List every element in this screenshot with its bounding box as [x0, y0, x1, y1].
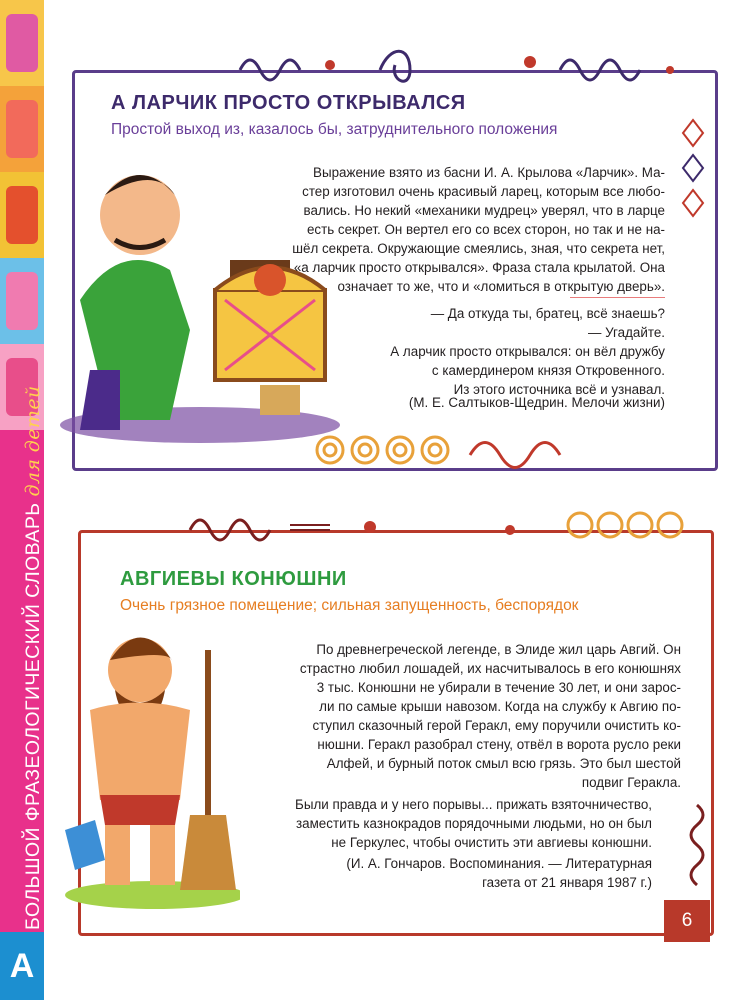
clown-tile	[0, 258, 44, 344]
entry2-source	[236, 854, 652, 892]
divider	[570, 297, 665, 298]
side-diamonds	[678, 115, 708, 225]
bottom-swirls	[300, 430, 700, 475]
entry1-body-line: вались. Но некий «механики мудрец» уверял, что в ларце	[303, 203, 665, 218]
entry2-source-line: (И. А. Гончаров. Воспоминания. — Литературная	[346, 856, 652, 871]
entry1-quote-line: с камердинером князя Откровенного.	[431, 363, 665, 378]
entry1-quote-line: — Да откуда ты, братец, всё знаешь?	[430, 306, 665, 321]
entry2-body-line: 3 тыс. Конюшни не убирали в течение 30 лет, и они зарос-	[316, 680, 681, 695]
entry2-source-line: газета от 21 января 1987 г.)	[482, 875, 652, 890]
carousel-ride-tile	[0, 86, 44, 172]
entry2-body-line: Алфей, и бурный поток смыл всю грязь. Это был шестой	[326, 756, 681, 771]
page-number: 6	[664, 900, 710, 942]
entry2-body-line: ли по самые крыши навозом. Когда на службу к Авгию по-	[319, 699, 681, 714]
spine-title-text: БОЛЬШОЙ ФРАЗЕОЛОГИЧЕСКИЙ СЛОВАРЬ	[22, 502, 44, 930]
entry1-body-line: есть секрет. Он вертел его со всех сторон, но так и не на-	[306, 222, 665, 237]
entry1-quote-line: А ларчик просто открывался: он вёл дружбу	[390, 344, 665, 359]
spine-title	[22, 385, 45, 930]
top-ornament	[230, 40, 700, 85]
entry1-source: (М. Е. Салтыков-Щедрин. Мелочи жизни)	[408, 395, 665, 410]
entry1-body-line: означает то же, что и «ломиться в открытую дверь».	[337, 279, 665, 294]
entry1-body-line: шёл секрета. Окружающие смеялись, зная, что секрета нет,	[292, 241, 665, 256]
entry1-quote-line: Из этого источника всё и узнавал.	[453, 382, 665, 397]
entry1-quote	[300, 304, 665, 399]
spine-script: для детей	[22, 385, 44, 497]
carousel-tile	[0, 0, 44, 86]
entry1-body-line: стер изготовил очень красивый ларец, которым все любо-	[302, 184, 665, 199]
ticket-booth-tile	[0, 172, 44, 258]
entry2-body-line: По древнегреческой легенде, в Элиде жил царь Авгий. Он	[316, 642, 681, 657]
entry1-body-line: «а ларчик просто открывался». Фраза стала крылатой. Она	[293, 260, 665, 275]
entry1-title: А ЛАРЧИК ПРОСТО ОТКРЫВАЛСЯ	[111, 92, 466, 114]
entry2-quote-line: Были правда и у него порывы... прижать взяточничество,	[295, 797, 652, 812]
entry2-quote	[236, 795, 652, 852]
entry2-side-swirls	[682, 800, 712, 900]
entry2-quote-line: не Геркулес, чтобы очистить эти авгиевы конюшни.	[331, 835, 652, 850]
entry1-quote-line: — Угадайте.	[588, 325, 665, 340]
entry2-top-ornament	[180, 505, 700, 545]
entry2-body-line: подвиг Геракла.	[581, 775, 681, 790]
entry2-subtitle: Очень грязное помещение; сильная запущенность, беспорядок	[120, 597, 579, 614]
entry2-body-line: нюшни. Геракл разобрал стену, отвёл в ворота русло реки	[317, 737, 681, 752]
entry1-body-line: Выражение взято из басни И. А. Крылова «Ларчик». Ма-	[313, 165, 665, 180]
entry1-subtitle: Простой выход из, казалось бы, затруднительного положения	[111, 121, 558, 138]
entry2-quote-line: заместить казнокрадов порядочными людьми, но он был	[296, 816, 652, 831]
entry2-body	[246, 640, 681, 792]
hercules-illustration	[55, 630, 240, 915]
spine-letter: А	[0, 932, 44, 1000]
spine	[0, 0, 44, 1000]
entry2-body-line: страстно любил лошадей, их насчитывалось в его конюшнях	[299, 661, 681, 676]
entry1-body	[250, 163, 665, 296]
entry2-title: АВГИЕВЫ КОНЮШНИ	[120, 568, 347, 590]
entry2-body-line: ступил сказочный герой Геракл, ему поручили очистить ко-	[312, 718, 681, 733]
